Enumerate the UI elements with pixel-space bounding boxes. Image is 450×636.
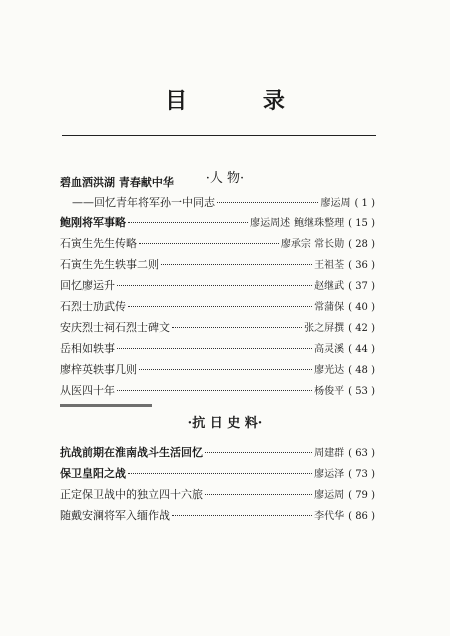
entry-page: ( 44 ) xyxy=(348,344,375,355)
entry-page: ( 1 ) xyxy=(354,198,375,209)
dot-leader xyxy=(205,452,312,453)
entry-page: ( 40 ) xyxy=(348,302,375,313)
toc-entry[interactable] xyxy=(60,465,375,485)
entry-narrator: 廖运周述 xyxy=(250,218,291,229)
dot-leader xyxy=(128,222,248,223)
entry-author: 张之屏撰 xyxy=(304,323,345,334)
page-title: 目 录 xyxy=(165,88,319,114)
entry-page: ( 48 ) xyxy=(348,365,375,376)
entry-title: 廖梓英轶事几则 xyxy=(60,363,137,376)
toc-entry[interactable] xyxy=(60,444,375,464)
entry-title: 岳相如轶事 xyxy=(60,342,115,355)
entry-author: 廖承宗 常长勋 xyxy=(280,239,345,250)
toc-entry[interactable] xyxy=(60,319,375,339)
toc-entry[interactable] xyxy=(60,235,375,255)
toc-entry[interactable] xyxy=(60,340,375,360)
entry-page: ( 42 ) xyxy=(348,323,375,334)
dot-leader xyxy=(172,327,302,328)
entry-page: ( 73 ) xyxy=(348,469,375,480)
toc-entry[interactable] xyxy=(60,174,375,194)
entry-title: 石寅生先生轶事二则 xyxy=(60,258,159,271)
entry-page: ( 79 ) xyxy=(348,490,375,501)
toc-entry[interactable] xyxy=(60,486,375,506)
entry-page: ( 15 ) xyxy=(348,218,375,229)
dot-leader xyxy=(139,369,312,370)
entry-title: ——回忆青年将军孙一中同志 xyxy=(72,196,215,209)
entry-author: 李代华 xyxy=(314,511,345,522)
dot-leader xyxy=(139,243,279,244)
entry-author: 王祖荃 xyxy=(314,260,345,271)
entry-author: 廖运周 xyxy=(314,490,345,501)
entry-author: 鲍继珠整理 xyxy=(294,218,345,229)
entry-title: 正定保卫战中的独立四十六旅 xyxy=(60,488,203,501)
entry-title: 随戴安澜将军入缅作战 xyxy=(60,509,170,522)
entry-title: 石寅生先生传略 xyxy=(60,237,137,250)
entry-author: 廖光达 xyxy=(314,365,345,376)
dot-leader xyxy=(205,494,312,495)
toc-entry[interactable] xyxy=(60,298,375,318)
dot-leader xyxy=(172,515,312,516)
dot-leader xyxy=(217,202,318,203)
section-heading: ·抗 日 史 料· xyxy=(187,416,263,431)
entry-page: ( 53 ) xyxy=(348,386,375,397)
entry-page: ( 37 ) xyxy=(348,281,375,292)
section-heading: ·人 物· xyxy=(205,171,245,186)
toc-entry[interactable] xyxy=(60,277,375,297)
entry-title: 安庆烈士祠石烈士碑文 xyxy=(60,321,170,334)
dot-leader xyxy=(117,390,312,391)
entry-author: 高灵溪 xyxy=(314,344,345,355)
ink-smear xyxy=(60,404,152,407)
entry-author: 周建群 xyxy=(314,448,345,459)
toc-entry[interactable] xyxy=(60,256,375,276)
entry-title: 从医四十年 xyxy=(60,384,115,397)
entry-author: 杨俊平 xyxy=(314,386,345,397)
toc-entry[interactable] xyxy=(60,361,375,381)
entry-title: 鲍刚将军事略 xyxy=(60,216,126,229)
entry-title: 石烈士劢武传 xyxy=(60,300,126,313)
dot-leader xyxy=(128,306,312,307)
toc-entry[interactable] xyxy=(60,382,375,402)
divider xyxy=(62,135,376,136)
entry-page: ( 36 ) xyxy=(348,260,375,271)
dot-leader xyxy=(117,348,312,349)
entry-page: ( 86 ) xyxy=(348,511,375,522)
dot-leader xyxy=(128,473,312,474)
dot-leader xyxy=(117,285,312,286)
toc-entry[interactable] xyxy=(72,194,375,214)
entry-author: 赵继武 xyxy=(314,281,345,292)
entry-page: ( 63 ) xyxy=(348,448,375,459)
entry-author: 廖运周 xyxy=(320,198,351,209)
entry-author: 廖运泽 xyxy=(314,469,345,480)
entry-page: ( 28 ) xyxy=(348,239,375,250)
entry-title: 保卫皇阳之战 xyxy=(60,467,126,480)
entry-title: 回忆廖运升 xyxy=(60,279,115,292)
entry-title: 碧血洒洪湖 青春献中华 xyxy=(60,176,174,189)
entry-author: 常蒲保 xyxy=(314,302,345,313)
toc-entry[interactable] xyxy=(60,214,375,234)
toc-entry[interactable] xyxy=(60,507,375,527)
dot-leader xyxy=(161,264,312,265)
entry-title: 抗战前期在淮南战斗生活回忆 xyxy=(60,446,203,459)
